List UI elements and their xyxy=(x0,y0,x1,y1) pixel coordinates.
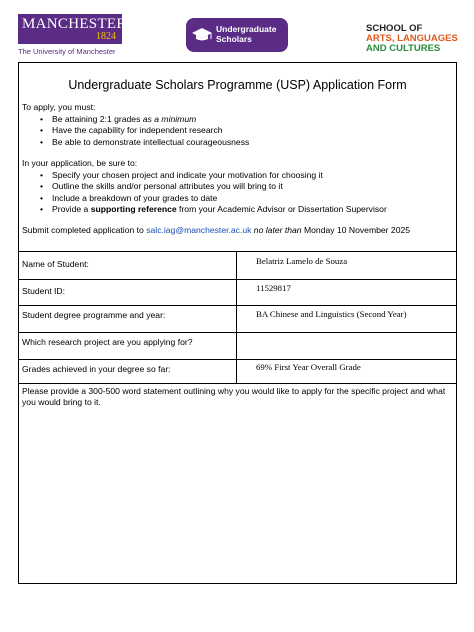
requirement-emphasis: as a minimum xyxy=(142,114,197,124)
submit-text: Submit completed application to xyxy=(22,225,147,235)
submit-deadline-phrase: no later than xyxy=(251,225,302,235)
manchester-logo-year: 1824 xyxy=(96,31,116,42)
row-label: Which research project are you applying for? xyxy=(22,337,193,347)
requirement-text: Be attaining 2:1 grades xyxy=(52,114,143,124)
table-row xyxy=(18,279,457,305)
checklist-text: Include a breakdown of your grades to date xyxy=(52,192,218,203)
requirement-item xyxy=(40,114,249,125)
requirement-item xyxy=(40,137,249,148)
row-label: Name of Student: xyxy=(22,259,89,269)
row-value[interactable]: 11529817 xyxy=(256,283,291,293)
checklist-text: Provide a xyxy=(52,203,91,214)
checklist-text: Outline the skills and/or personal attributes you will bring to it xyxy=(52,181,283,192)
row-value[interactable]: Belatriz Lamelo de Souza xyxy=(256,256,348,266)
row-label: Student ID: xyxy=(22,286,65,296)
table-row xyxy=(18,332,457,359)
school-logo-line2: ARTS, LANGUAGES xyxy=(366,33,458,44)
manchester-logo-subtitle: The University of Manchester xyxy=(18,47,116,56)
manchester-logo-word: MANCHESTER xyxy=(22,16,127,32)
row-label: Grades achieved in your degree so far: xyxy=(22,364,171,374)
form-title: Undergraduate Scholars Programme (USP) Application Form xyxy=(68,78,407,92)
checklist-item xyxy=(40,170,387,181)
checklist-item xyxy=(40,193,387,204)
undergraduate-scholars-logo xyxy=(186,18,288,52)
apply-intro: To apply, you must: xyxy=(22,102,96,112)
usp-logo-text xyxy=(216,24,276,44)
school-logo-line3: AND CULTURES xyxy=(366,43,441,54)
submit-date: Monday 10 November 2025 xyxy=(301,225,411,235)
row-value[interactable]: BA Chinese and Linguistics (Second Year) xyxy=(256,309,407,319)
submit-email-link[interactable]: salc.iag@manchester.ac.uk xyxy=(146,225,252,235)
checklist-item xyxy=(40,204,387,215)
school-of-arts-logo xyxy=(366,24,466,54)
usp-logo-line2: Scholars xyxy=(216,34,252,44)
graduation-cap-icon xyxy=(191,26,213,44)
checklist-item xyxy=(40,181,387,192)
checklist-text: Specify your chosen project and indicate your motivation for choosing it xyxy=(52,170,323,180)
submit-instructions xyxy=(22,225,410,236)
row-label: Student degree programme and year: xyxy=(22,310,166,320)
requirement-text: Have the capability for independent research xyxy=(52,125,223,136)
table-row xyxy=(18,305,457,332)
statement-prompt[interactable]: Please provide a 300-500 word statement outlining why you would like to apply for the specific project and what you would bring to it. xyxy=(22,386,446,408)
requirement-text: Be able to demonstrate intellectual courageousness xyxy=(52,136,250,147)
checklist-bold: supporting reference xyxy=(90,203,177,214)
application-intro: In your application, be sure to: xyxy=(22,158,138,168)
university-of-manchester-logo xyxy=(18,14,128,56)
table-row xyxy=(18,359,457,383)
application-checklist xyxy=(40,170,387,215)
checklist-text: from your Academic Advisor or Dissertation Supervisor xyxy=(176,203,387,214)
table-row xyxy=(18,251,457,279)
usp-logo-line1: Undergraduate xyxy=(216,24,277,34)
manchester-logo-block xyxy=(18,14,127,44)
requirements-list xyxy=(40,114,249,148)
school-logo-line1: SCHOOL OF xyxy=(366,23,423,34)
row-value[interactable]: 69% First Year Overall Grade xyxy=(256,362,361,372)
requirement-item xyxy=(40,125,249,136)
table-divider xyxy=(18,383,457,384)
table-column-divider xyxy=(236,251,237,383)
